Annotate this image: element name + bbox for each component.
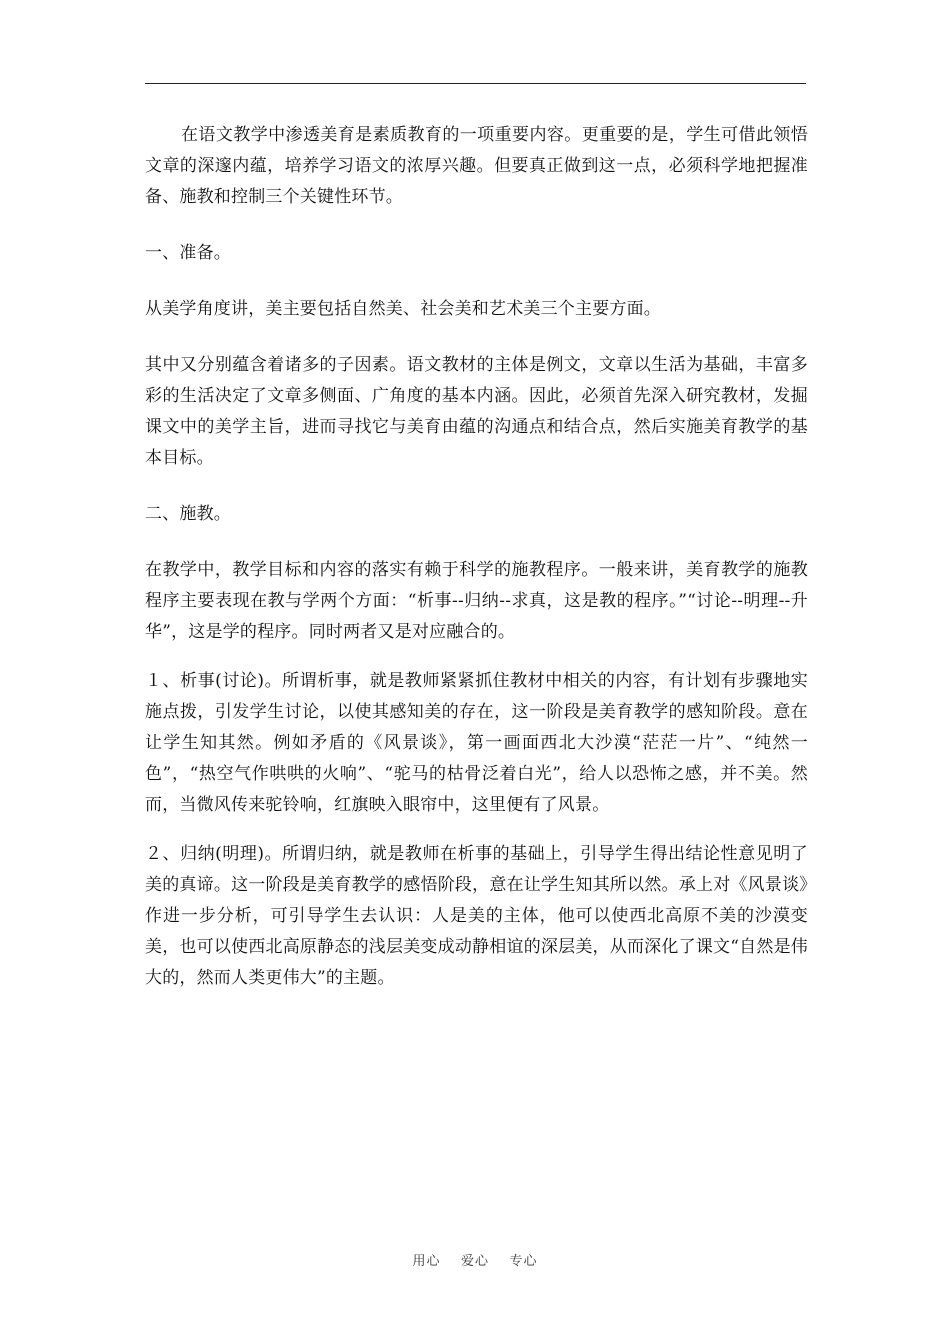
header-rule: [145, 83, 806, 84]
paragraph-analysis-step: １、析事(讨论)。所谓析事，就是教师紧紧抓住教材中相关的内容，有计划有步骤地实施点拨，引发学生讨论，以使其感知美的存在，这一阶段是美育教学的感知阶段。意在让学生知其然。例如矛盾的《风景谈》，第一画面西北大沙漠“茫茫一片”、“纯然一色”，“热空气作哄哄的火响”、“驼马的枯骨泛着白光”，给人以恐怖之感，并不美。然而，当微风传来驼铃响，红旗映入眼帘中，这里便有了风景。: [145, 671, 808, 815]
section-heading-teaching: 二、施教。: [145, 504, 231, 524]
paragraph-aesthetics: 从美学角度讲，美主要包括自然美、社会美和艺术美三个主要方面。: [145, 299, 661, 319]
document-body: [145, 120, 808, 1019]
page-footer: 用心 爱心 专心: [412, 1254, 538, 1269]
paragraph-textbook: 其中又分别蕴含着诸多的子因素。语文教材的主体是例文，文章以生活为基础，丰富多彩的生活决定了文章多侧面、广角度的基本内涵。因此，必须首先深入研究教材，发掘课文中的美学主旨，进而寻找它与美育由蕴的沟通点和结合点，然后实施美育教学的基本目标。: [145, 355, 808, 468]
section-heading-preparation: 一、准备。: [145, 243, 231, 263]
paragraph-teaching-procedure: 在教学中，教学目标和内容的落实有赖于科学的施教程序。一般来讲，美育教学的施教程序主要表现在教与学两个方面：“析事--归纳--求真，这是教的程序。”“讨论--明理--升华”，这是学的程序。同时两者又是对应融合的。: [145, 560, 808, 642]
paragraph-induction-step: ２、归纳(明理)。所谓归纳，就是教师在析事的基础上，引导学生得出结论性意见明了美的真谛。这一阶段是美育教学的感悟阶段，意在让学生知其所以然。承上对《风景谈》作进一步分析，可引导学生去认识：人是美的主体，他可以使西北高原不美的沙漠变美，也可以使西北高原静态的浅层美变成动静相谊的深层美，从而深化了课文“自然是伟大的，然而人类更伟大”的主题。: [145, 844, 808, 988]
intro-paragraph: 在语文教学中渗透美育是素质教育的一项重要内容。更重要的是，学生可借此领悟文章的深邃内蕴，培养学习语文的浓厚兴趣。但要真正做到这一点，必须科学地把握准备、施教和控制三个关键性环节。: [145, 125, 808, 207]
